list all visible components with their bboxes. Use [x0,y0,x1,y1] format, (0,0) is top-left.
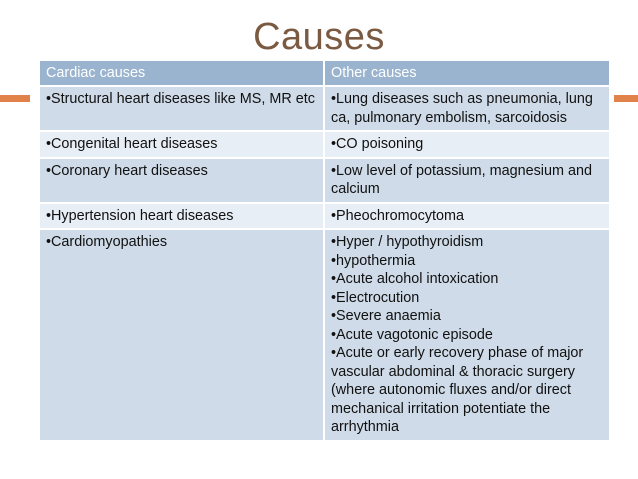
cardiac-cause-cell: •Structural heart diseases like MS, MR etc [40,86,324,131]
other-cause-item: •hypothermia [331,252,416,269]
table-header-row [40,61,609,86]
cardiac-cause-cell: •Coronary heart diseases [40,158,324,203]
table-row [40,131,609,158]
accent-bar-right [614,95,638,102]
other-cause-item: •Lung diseases such as pneumonia, lung ca, pulmonary embolism, sarcoidosis [331,91,593,126]
cardiac-cause-cell: •Congenital heart diseases [40,131,324,158]
header-other-causes: Other causes [324,61,609,86]
table-row [40,158,609,203]
accent-bar-left [0,95,30,102]
cardiac-cause-cell: •Hypertension heart diseases [40,203,324,230]
cardiac-cause-cell: •Cardiomyopathies [40,229,324,440]
table-row [40,203,609,230]
other-cause-cell [324,86,609,131]
table-row [40,229,609,440]
slide-title: Causes [253,16,385,58]
other-cause-item: •Pheochromocytoma [331,207,465,224]
other-cause-item: •Low level of potassium, magnesium and calcium [331,162,593,197]
other-cause-item: •Hyper / hypothyroidism [331,234,484,250]
other-cause-cell [324,131,609,158]
other-cause-cell [324,203,609,230]
other-cause-item: •Electrocution [331,289,420,306]
header-cardiac-causes: Cardiac causes [40,61,324,86]
causes-table [40,61,609,440]
other-cause-item: •Acute vagotonic episode [331,326,493,343]
other-cause-cell [324,158,609,203]
other-cause-item: •Acute alcohol intoxication [331,271,499,287]
other-cause-cell [324,229,609,440]
other-cause-item: •Acute or early recovery phase of major vascular abdominal & thoracic surgery (where autonomic fluxes and/or direct mechanical irritation potentiate the arrhythmia [331,345,584,435]
other-cause-item: •CO poisoning [331,136,424,152]
other-cause-item: •Severe anaemia [331,308,441,324]
table-row [40,86,609,131]
table-body [40,86,609,440]
